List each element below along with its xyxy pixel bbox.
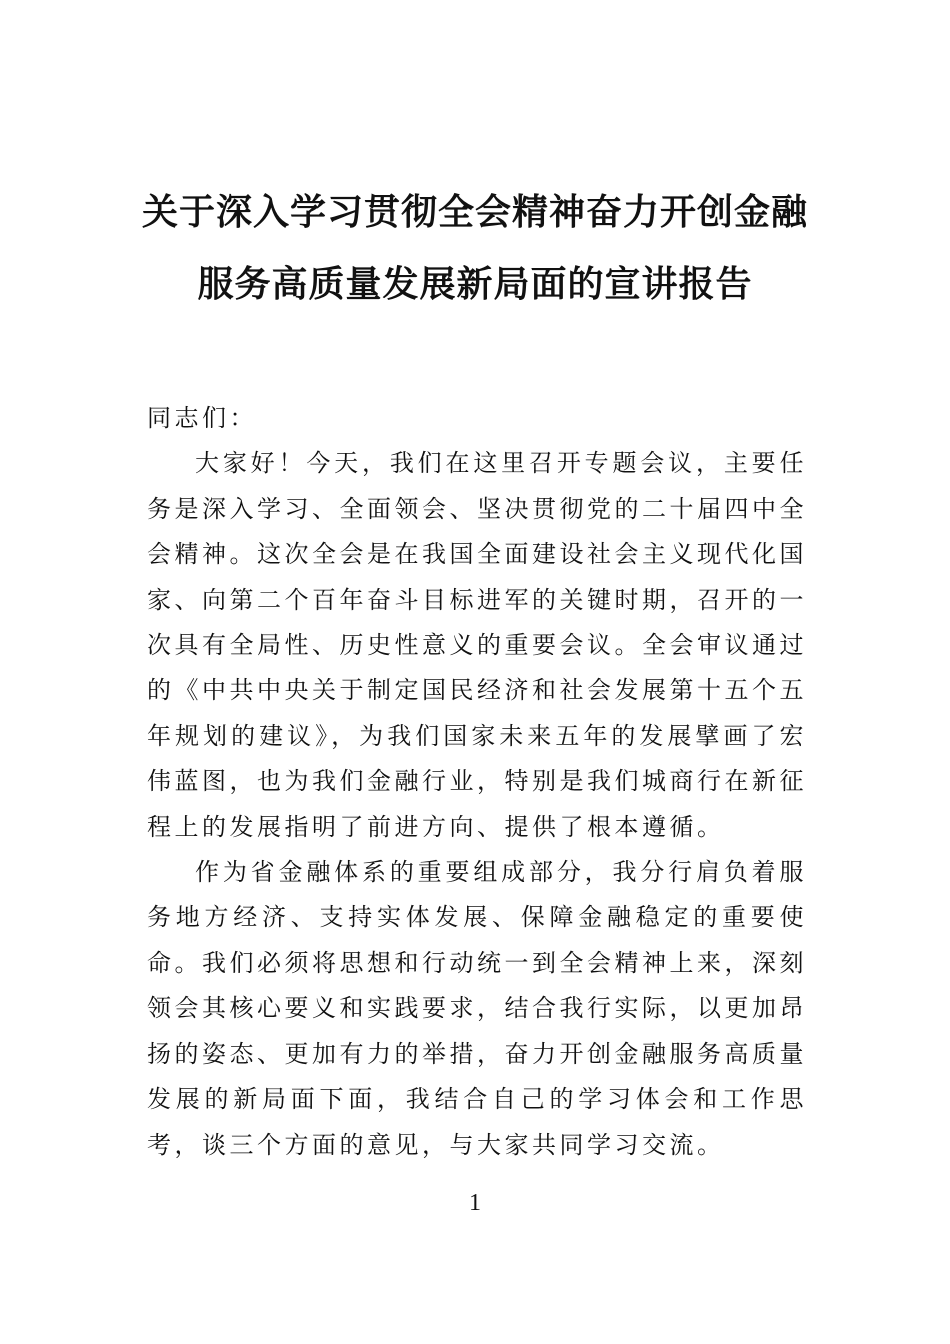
document-body [147, 396, 807, 1168]
document-title [140, 190, 810, 334]
paragraph-2: 作为省金融体系的重要组成部分，我分行肩负着服务地方经济、支持实体发展、保障金融稳定的重要使命。我们必须将思想和行动统一到全会精神上来，深刻领会其核心要义和实践要求，结合我行实际，以更加昂扬的姿态、更加有力的举措，奋力开创金融服务高质量发展的新局面下面，我结合自己的学习体会和工作思考，谈三个方面的意见，与大家共同学习交流。 [147, 858, 807, 1159]
paragraph-1: 大家好！今天，我们在这里召开专题会议，主要任务是深入学习、全面领会、坚决贯彻党的二十届四中全会精神。这次全会是在我国全面建设社会主义现代化国家、向第二个百年奋斗目标进军的关键时期，召开的一次具有全局性、历史性意义的重要会议。全会审议通过的《中共中央关于制定国民经济和社会发展第十五个五年规划的建议》，为我们国家未来五年的发展擘画了宏伟蓝图，也为我们金融行业，特别是我们城商行在新征程上的发展指明了前进方向、提供了根本遵循。 [147, 449, 807, 841]
salutation: 同志们： [147, 404, 257, 432]
page-number: 1 [469, 1190, 481, 1216]
title-line-1: 关于深入学习贯彻全会精神奋力开创金融 [141, 191, 808, 233]
title-line-2: 服务高质量发展新局面的宣讲报告 [197, 263, 753, 305]
